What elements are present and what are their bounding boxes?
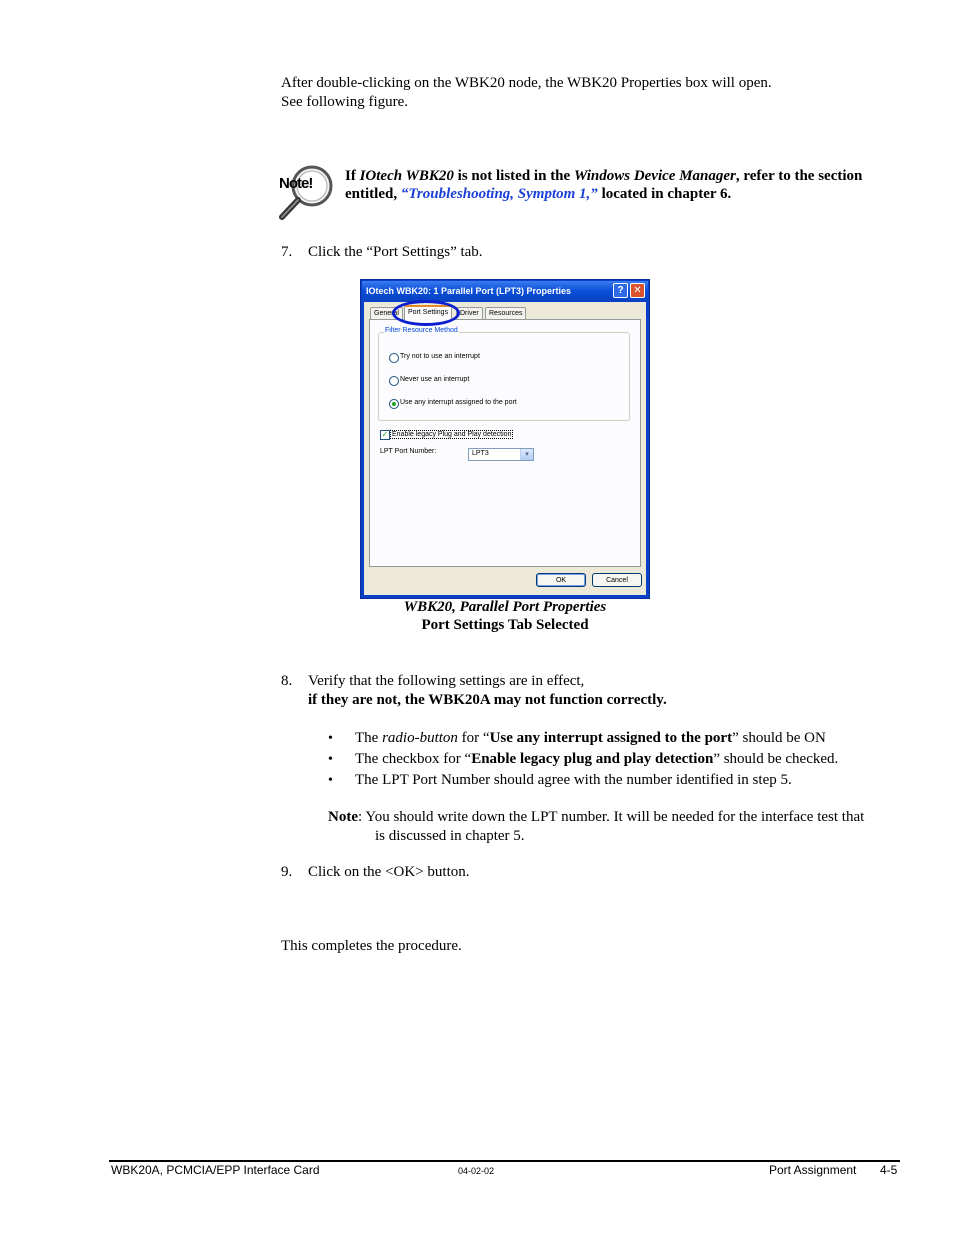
note2-line-1: Note: You should write down the LPT number. It will be needed for the interface test that: [328, 809, 865, 825]
dialog-client: [364, 302, 646, 595]
highlight-ring: [392, 300, 460, 326]
bullet-2-symbol: •: [328, 752, 333, 767]
closing-text: This completes the procedure.: [281, 938, 462, 954]
legacy-pnp-label: Enable legacy Plug and Play detection: [392, 431, 512, 438]
bullet-1: The radio-button for “Use any interrupt assigned to the port” should be ON: [355, 730, 826, 746]
step-8-number: 8.: [281, 673, 293, 689]
radio-never-label: Never use an interrupt: [400, 376, 470, 383]
group-label: Filter Resource Method: [385, 327, 458, 334]
tab-port-settings[interactable]: Port Settings: [404, 305, 452, 320]
lpt-port-label: LPT Port Number:: [380, 448, 437, 455]
note-magnifier-icon: [278, 164, 336, 222]
step-7-number: 7.: [281, 244, 293, 260]
note2-line-2: is discussed in chapter 5.: [375, 828, 525, 844]
note-line-1: If IOtech WBK20 is not listed in the Windows Device Manager, refer to the section: [345, 168, 863, 184]
legacy-pnp-checkbox[interactable]: ✓: [381, 430, 389, 439]
chevron-down-icon: ▾: [520, 449, 533, 460]
footer-page-number: 4-5: [880, 1163, 898, 1177]
radio-try-not[interactable]: [389, 353, 399, 363]
footer-left: WBK20A, PCMCIA/EPP Interface Card: [111, 1163, 320, 1177]
dialog-title-bar: [362, 281, 648, 301]
tab-general[interactable]: General: [370, 307, 403, 319]
help-button[interactable]: ?: [613, 283, 628, 298]
step-9-text: Click on the <OK> button.: [308, 864, 470, 880]
step-7-text: Click the “Port Settings” tab.: [308, 244, 483, 260]
lpt-port-value: LPT3: [472, 450, 489, 457]
intro-line-2: See following figure.: [281, 94, 409, 110]
troubleshooting-link[interactable]: “Troubleshooting, Symptom 1,”: [400, 186, 598, 202]
note-icon-text: Note!: [279, 175, 313, 192]
footer-rule: [109, 1160, 900, 1162]
caption-line-1: WBK20, Parallel Port Properties: [403, 599, 607, 615]
radio-use-any-label: Use any interrupt assigned to the port: [400, 399, 517, 406]
port-settings-panel: [369, 319, 641, 567]
ok-button[interactable]: OK: [536, 573, 586, 587]
close-button[interactable]: ✕: [630, 283, 645, 298]
step-8-line-1: Verify that the following settings are in effect,: [308, 673, 585, 689]
bullet-3-symbol: •: [328, 773, 333, 788]
properties-dialog: [360, 279, 650, 599]
radio-use-any[interactable]: [389, 399, 399, 409]
tab-driver[interactable]: Driver: [456, 307, 483, 319]
radio-never[interactable]: [389, 376, 399, 386]
note-line-2: entitled, “Troubleshooting, Symptom 1,” located in chapter 6.: [345, 186, 732, 202]
footer-date: 04-02-02: [458, 1166, 495, 1176]
tab-resources[interactable]: Resources: [485, 307, 526, 319]
cancel-button[interactable]: Cancel: [592, 573, 642, 587]
step-8-line-2: if they are not, the WBK20A may not function correctly.: [308, 692, 667, 708]
footer-section: Port Assignment: [769, 1163, 857, 1177]
bullet-3: The LPT Port Number should agree with the number identified in step 5.: [355, 772, 792, 788]
bullet-1-symbol: •: [328, 731, 333, 746]
lpt-port-select[interactable]: [468, 448, 534, 461]
intro-line-1: After double-clicking on the WBK20 node, the WBK20 Properties box will open.: [281, 75, 772, 91]
radio-try-not-label: Try not to use an interrupt: [400, 353, 480, 360]
filter-resource-group: [378, 327, 630, 421]
caption-line-2: Port Settings Tab Selected: [421, 617, 589, 633]
step-9-number: 9.: [281, 864, 293, 880]
bullet-2: The checkbox for “Enable legacy plug and play detection” should be checked.: [355, 751, 839, 767]
dialog-title: IOtech WBK20: 1 Parallel Port (LPT3) Properties: [366, 286, 572, 296]
